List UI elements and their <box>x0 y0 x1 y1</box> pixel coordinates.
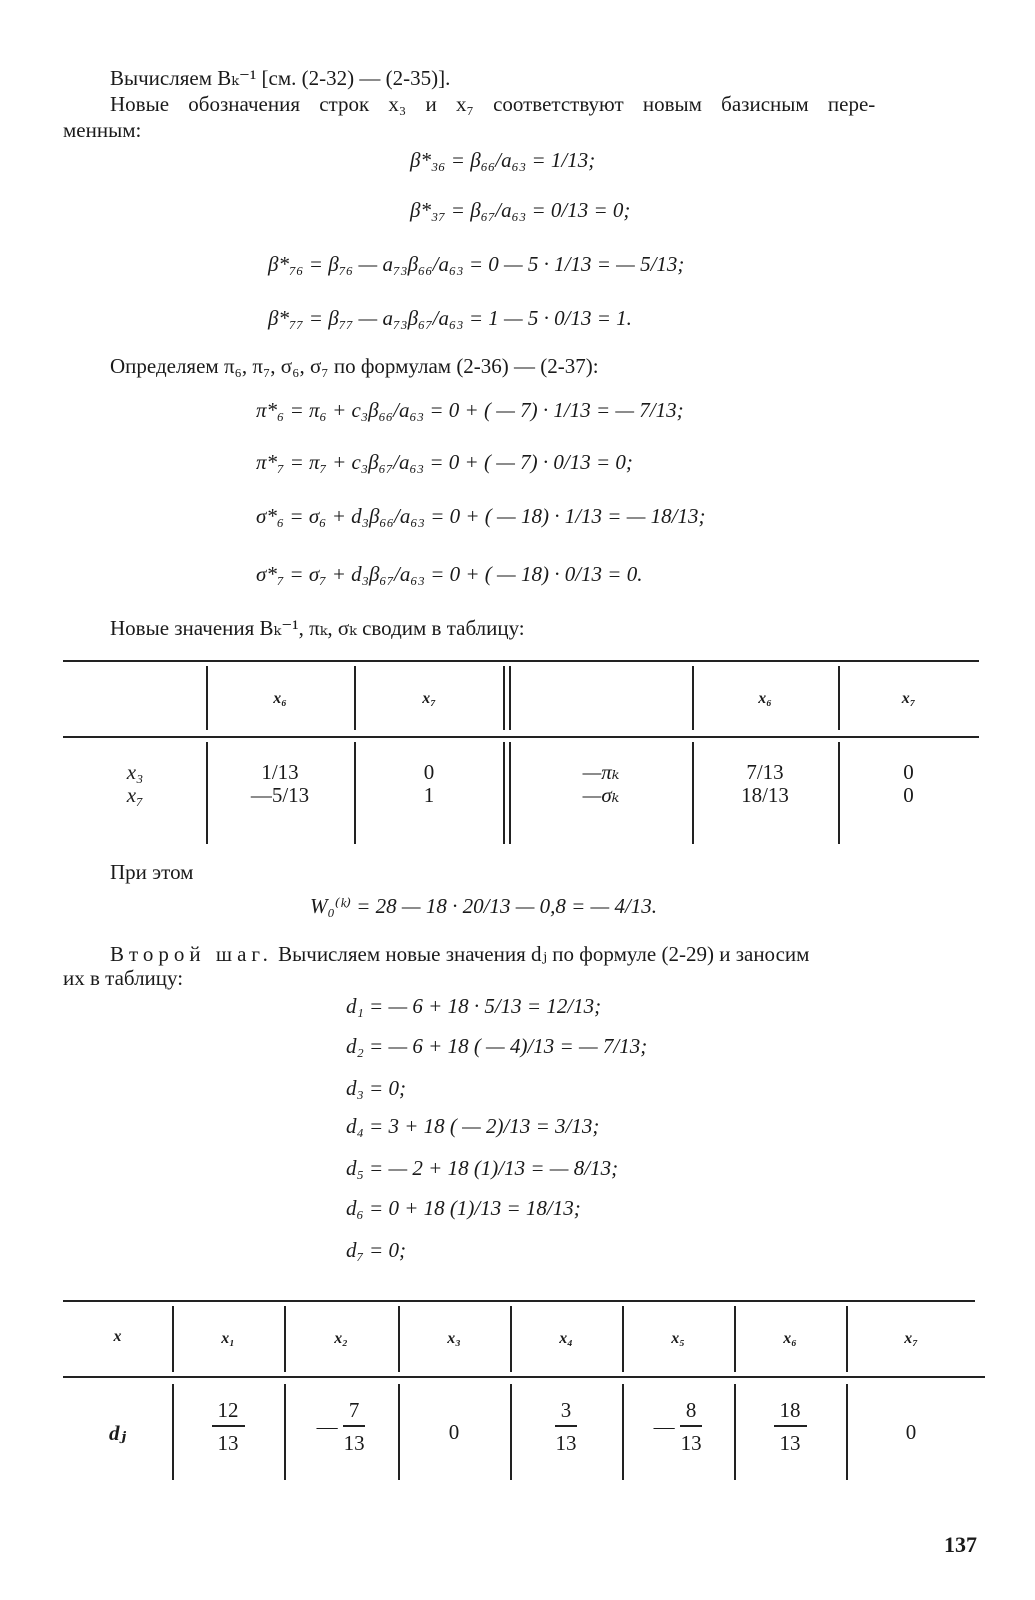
table2-top-rule <box>63 1300 975 1302</box>
fraction <box>343 1398 366 1456</box>
pi-eq-2: π*₇ = π₇ + c₃β₆₇/a₆₃ = 0 + ( — 7) · 0/13 = 0; <box>256 450 633 474</box>
fraction-denominator: 13 <box>343 1431 365 1455</box>
fraction-numerator: 8 <box>680 1398 703 1427</box>
table1-double-vline <box>503 666 511 730</box>
beta-eq-4: β*₇₇ = β₇₇ — a₇₃β₆₇/a₆₃ = 1 — 5 · 0/13 = 1. <box>268 306 632 330</box>
table2-header-x4: x₄ <box>559 1330 573 1347</box>
table2-header-x6: x₆ <box>783 1330 797 1347</box>
d-eq-4: d₄ = 3 + 18 ( — 2)/13 = 3/13; <box>346 1114 600 1138</box>
fraction-denominator: 13 <box>680 1431 702 1455</box>
beta-eq-3: β*₇₆ = β₇₆ — a₇₃β₆₆/a₆₃ = 0 — 5 · 1/13 = — 5/13; <box>268 252 685 276</box>
table1-header-x7: x₇ <box>422 690 436 707</box>
page-number: 137 <box>944 1532 977 1557</box>
table1-top-rule <box>63 660 979 662</box>
minus-sign: — <box>316 1414 338 1439</box>
table2-cell-d1 <box>172 1398 284 1456</box>
d-eq-6: d₆ = 0 + 18 (1)/13 = 18/13; <box>346 1196 581 1220</box>
intro-line-3: менным: <box>63 118 142 142</box>
table1-header-x6-right: x₆ <box>758 690 772 707</box>
second-step-line-1 <box>110 942 809 967</box>
d-eq-7: d₇ = 0; <box>346 1238 406 1262</box>
table1-pi-label: —πₖ <box>582 760 620 784</box>
second-step-line-2: их в таблицу: <box>63 966 184 990</box>
fraction-denominator: 13 <box>779 1431 801 1455</box>
table1-row-label: x₃ <box>126 760 144 784</box>
fraction-denominator: 13 <box>555 1431 577 1455</box>
second-step-title: Второй шаг. <box>110 942 273 966</box>
table1-intro: Новые значения Bₖ⁻¹, πₖ, σₖ сводим в таблицу: <box>110 616 525 640</box>
pi-intro: Определяем π₆, π₇, σ₆, σ₇ по формулам (2-36) — (2-37): <box>110 354 599 378</box>
table2-cell-d7: 0 <box>905 1420 917 1444</box>
table1-cell: 0 <box>903 783 914 807</box>
w-equation: W₀⁽ᵏ⁾ = 28 — 18 · 20/13 — 0,8 = — 4/13. <box>310 894 658 918</box>
beta-eq-2: β*₃₇ = β₆₇/a₆₃ = 0/13 = 0; <box>410 198 631 222</box>
table2-header-x7: x₇ <box>904 1330 918 1347</box>
minus-sign: — <box>653 1414 675 1439</box>
d-eq-1: d₁ = — 6 + 18 · 5/13 = 12/13; <box>346 994 602 1018</box>
table2-row-label: dⱼ <box>108 1421 127 1445</box>
table1-row-label: x₇ <box>126 783 144 807</box>
sigma-eq-2: σ*₇ = σ₇ + d₃β₆₇/a₆₃ = 0 + ( — 18) · 0/13 = 0. <box>256 562 643 586</box>
fraction-numerator: 18 <box>774 1398 807 1427</box>
table2-header-x2: x₂ <box>334 1330 348 1347</box>
sigma-eq-1: σ*₆ = σ₆ + d₃β₆₆/a₆₃ = 0 + ( — 18) · 1/13 = — 18/13; <box>256 504 706 528</box>
table2-cell-d4 <box>510 1398 622 1456</box>
intro-line-1: Вычисляем Bₖ⁻¹ [см. (2-32) — (2-35)]. <box>110 66 451 90</box>
table2-header-x5: x₅ <box>671 1330 685 1347</box>
fraction <box>774 1398 807 1456</box>
table2-cell-d6 <box>734 1398 846 1456</box>
table1-cell: —5/13 <box>250 783 310 807</box>
table2-cell-d5 <box>622 1398 734 1456</box>
fraction-numerator: 3 <box>555 1398 578 1427</box>
table2-header-x1: x₁ <box>221 1330 235 1347</box>
pri-etom: При этом <box>110 860 194 884</box>
fraction <box>555 1398 578 1456</box>
table1-cell: 18/13 <box>741 783 789 807</box>
table1-cell: 0 <box>903 760 914 784</box>
fraction-numerator: 12 <box>212 1398 245 1427</box>
table1-header-x6: x₆ <box>273 690 287 707</box>
fraction-numerator: 7 <box>343 1398 366 1427</box>
table2-header-rule <box>63 1376 985 1378</box>
table1-cell: 7/13 <box>746 760 784 784</box>
d-eq-3: d₃ = 0; <box>346 1076 406 1100</box>
fraction-denominator: 13 <box>217 1431 239 1455</box>
table2-cell-d2 <box>284 1398 398 1456</box>
table1-header-x7-right: x₇ <box>901 690 916 707</box>
second-step-text: Вычисляем новые значения dⱼ по формуле (2-29) и заносим <box>278 942 810 966</box>
beta-eq-1: β*₃₆ = β₆₆/a₆₃ = 1/13; <box>410 148 596 172</box>
table2-cell-d3: 0 <box>448 1420 460 1444</box>
fraction <box>680 1398 703 1456</box>
intro-line-2: Новые обозначения строк x₃ и x₇ соответствуют новым базисным пере- <box>110 92 876 116</box>
fraction <box>212 1398 245 1456</box>
d-eq-5: d₅ = — 2 + 18 (1)/13 = — 8/13; <box>346 1156 619 1180</box>
d-eq-2: d₂ = — 6 + 18 ( — 4)/13 = — 7/13; <box>346 1034 648 1058</box>
table1-sigma-label: —σₖ <box>582 783 620 807</box>
table1-cell: 1/13 <box>261 760 299 784</box>
table1-header-rule <box>63 736 979 738</box>
table1-cell: 0 <box>423 760 435 784</box>
table1-cell: 1 <box>423 783 435 807</box>
table2-header-x: x <box>113 1328 122 1345</box>
pi-eq-1: π*₆ = π₆ + c₃β₆₆/a₆₃ = 0 + ( — 7) · 1/13 = — 7/13; <box>256 398 684 422</box>
table2-header-x3: x₃ <box>447 1330 461 1347</box>
